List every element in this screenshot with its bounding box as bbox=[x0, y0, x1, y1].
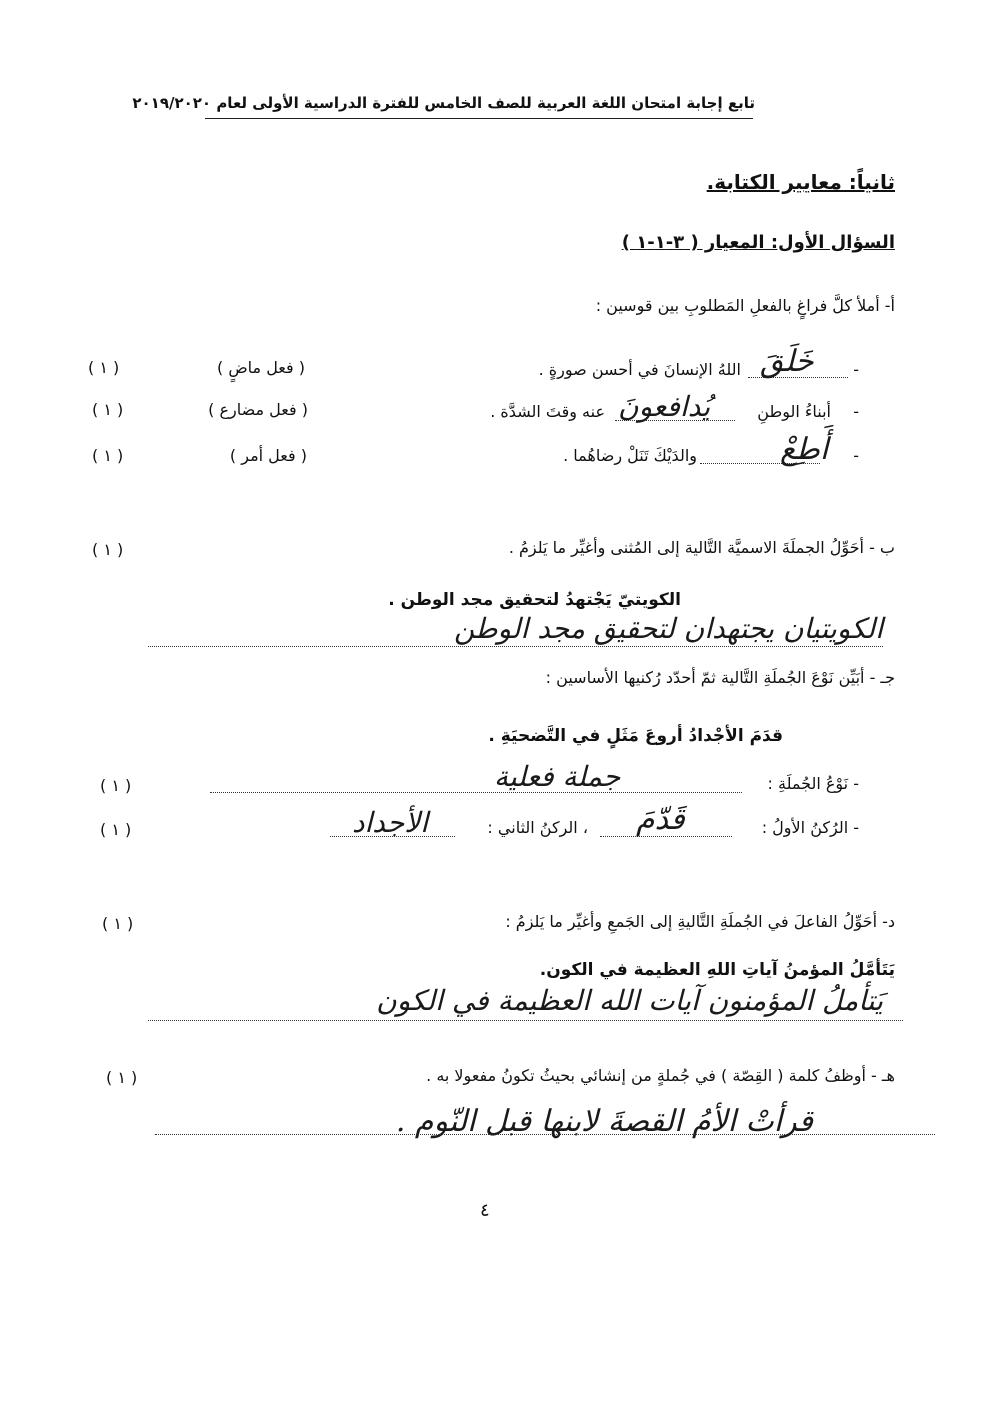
item-3-mark: ( ١ ) bbox=[92, 446, 124, 465]
part-c-pillars-mark: ( ١ ) bbox=[100, 820, 132, 839]
part-c-pillar1-answer: قَدّمَ bbox=[636, 802, 685, 837]
item-2-answer: يُدافعونَ bbox=[618, 390, 711, 423]
item-2-type: ( فعل مضارع ) bbox=[208, 400, 308, 419]
item-1-answer: خَلَقَ bbox=[760, 344, 814, 379]
item-1-text: اللهُ الإنسانَ في أحسن صورةٍ . bbox=[538, 360, 741, 379]
part-c-sentence: قدَمَ الأجْدادُ أروعَ مَثَلٍ في التَّضحيَةِ . bbox=[488, 726, 783, 746]
part-d-answer: يَتأملُ المؤمنون آيات الله العظيمة في الكون bbox=[376, 984, 883, 1017]
part-d-mark: ( ١ ) bbox=[102, 914, 134, 933]
item-2-prefix: أبناءُ الوطنِ bbox=[757, 402, 831, 421]
part-e-mark: ( ١ ) bbox=[106, 1068, 138, 1087]
part-d-instruction: د- أحَوِّلُ الفاعلَ في الجُملَةِ التَّاليةِ إلى الجَمعِ وأغيِّر ما يَلزمُ : bbox=[505, 912, 895, 931]
page-number: ٤ bbox=[480, 1200, 490, 1221]
item-1-bullet: - bbox=[853, 360, 859, 379]
part-d-sentence: يَتَأمَّلُ المؤمنُ آياتِ اللهِ العظيمة في الكون. bbox=[539, 960, 895, 980]
part-b-answer: الكويتيان يجتهدان لتحقيق مجد الوطن bbox=[453, 612, 883, 645]
part-b-instruction: ب - أحَوِّلُ الجملَةَ الاسميَّة التَّالية إلى المُثنى وأغيِّر ما يَلزمُ . bbox=[508, 538, 895, 557]
item-2-bullet: - bbox=[853, 402, 859, 421]
part-e-answer-line bbox=[155, 1134, 935, 1135]
part-b-sentence: الكويتيّ يَجْتهدُ لتحقيق مجد الوطن . bbox=[388, 590, 681, 610]
part-c-type-answer: جملة فعلية bbox=[494, 760, 621, 793]
part-b-mark: ( ١ ) bbox=[92, 540, 124, 559]
item-2-mark: ( ١ ) bbox=[92, 400, 124, 419]
part-b-answer-line bbox=[148, 646, 883, 647]
part-c-instruction: جـ - أبَيِّن نَوْعَ الجُملَةِ التَّالية ثمّ أحدّد رُكنيها الأساسين : bbox=[545, 668, 895, 687]
item-3-bullet: - bbox=[853, 446, 859, 465]
item-3-type: ( فعل أمر ) bbox=[229, 446, 307, 465]
part-a-instruction: أ- أملأ كلَّ فراغٍ بالفعلِ المَطلوبِ بين قوسين : bbox=[595, 296, 895, 315]
item-3-text: والدَيْكَ تَنَلْ رضاهُما . bbox=[563, 446, 697, 465]
part-c-pillar2-answer: الأجداد bbox=[352, 806, 429, 839]
part-c-type-line bbox=[210, 792, 742, 793]
part-c-type-label: - نَوْعُ الجُملَةِ : bbox=[767, 774, 859, 793]
page-header: تابع إجابة امتحان اللغة العربية للصف الخامس للفترة الدراسية الأولى لعام ٢٠١٩/٢٠٢٠ bbox=[132, 94, 755, 112]
item-3-answer: أَطِعْ bbox=[780, 432, 829, 467]
header-underline bbox=[205, 118, 753, 119]
part-c-type-mark: ( ١ ) bbox=[100, 776, 132, 795]
item-1-mark: ( ١ ) bbox=[88, 358, 120, 377]
item-2-text: عنه وقتَ الشدَّة . bbox=[490, 402, 605, 421]
part-e-answer: قرأتْ الأمُ القصةَ لابنها قبل النّوم . bbox=[395, 1104, 813, 1139]
part-e-instruction: هـ - أوظفُ كلمة ( القِصّة ) في جُملةٍ من إنشائي بحيثُ تكونُ مفعولا به . bbox=[426, 1066, 895, 1085]
part-c-pillar1-label: - الرُكنُ الأولُ : bbox=[761, 818, 859, 837]
part-c-pillar2-label: ، الركنُ الثاني : bbox=[487, 818, 588, 837]
part-d-answer-line bbox=[148, 1020, 903, 1021]
section-title: ثانياً: معايير الكتابة. bbox=[706, 170, 895, 194]
question-title: السؤال الأول: المعيار ( ٣-١-١ ) bbox=[621, 232, 895, 253]
item-1-type: ( فعل ماضٍ ) bbox=[216, 358, 305, 377]
